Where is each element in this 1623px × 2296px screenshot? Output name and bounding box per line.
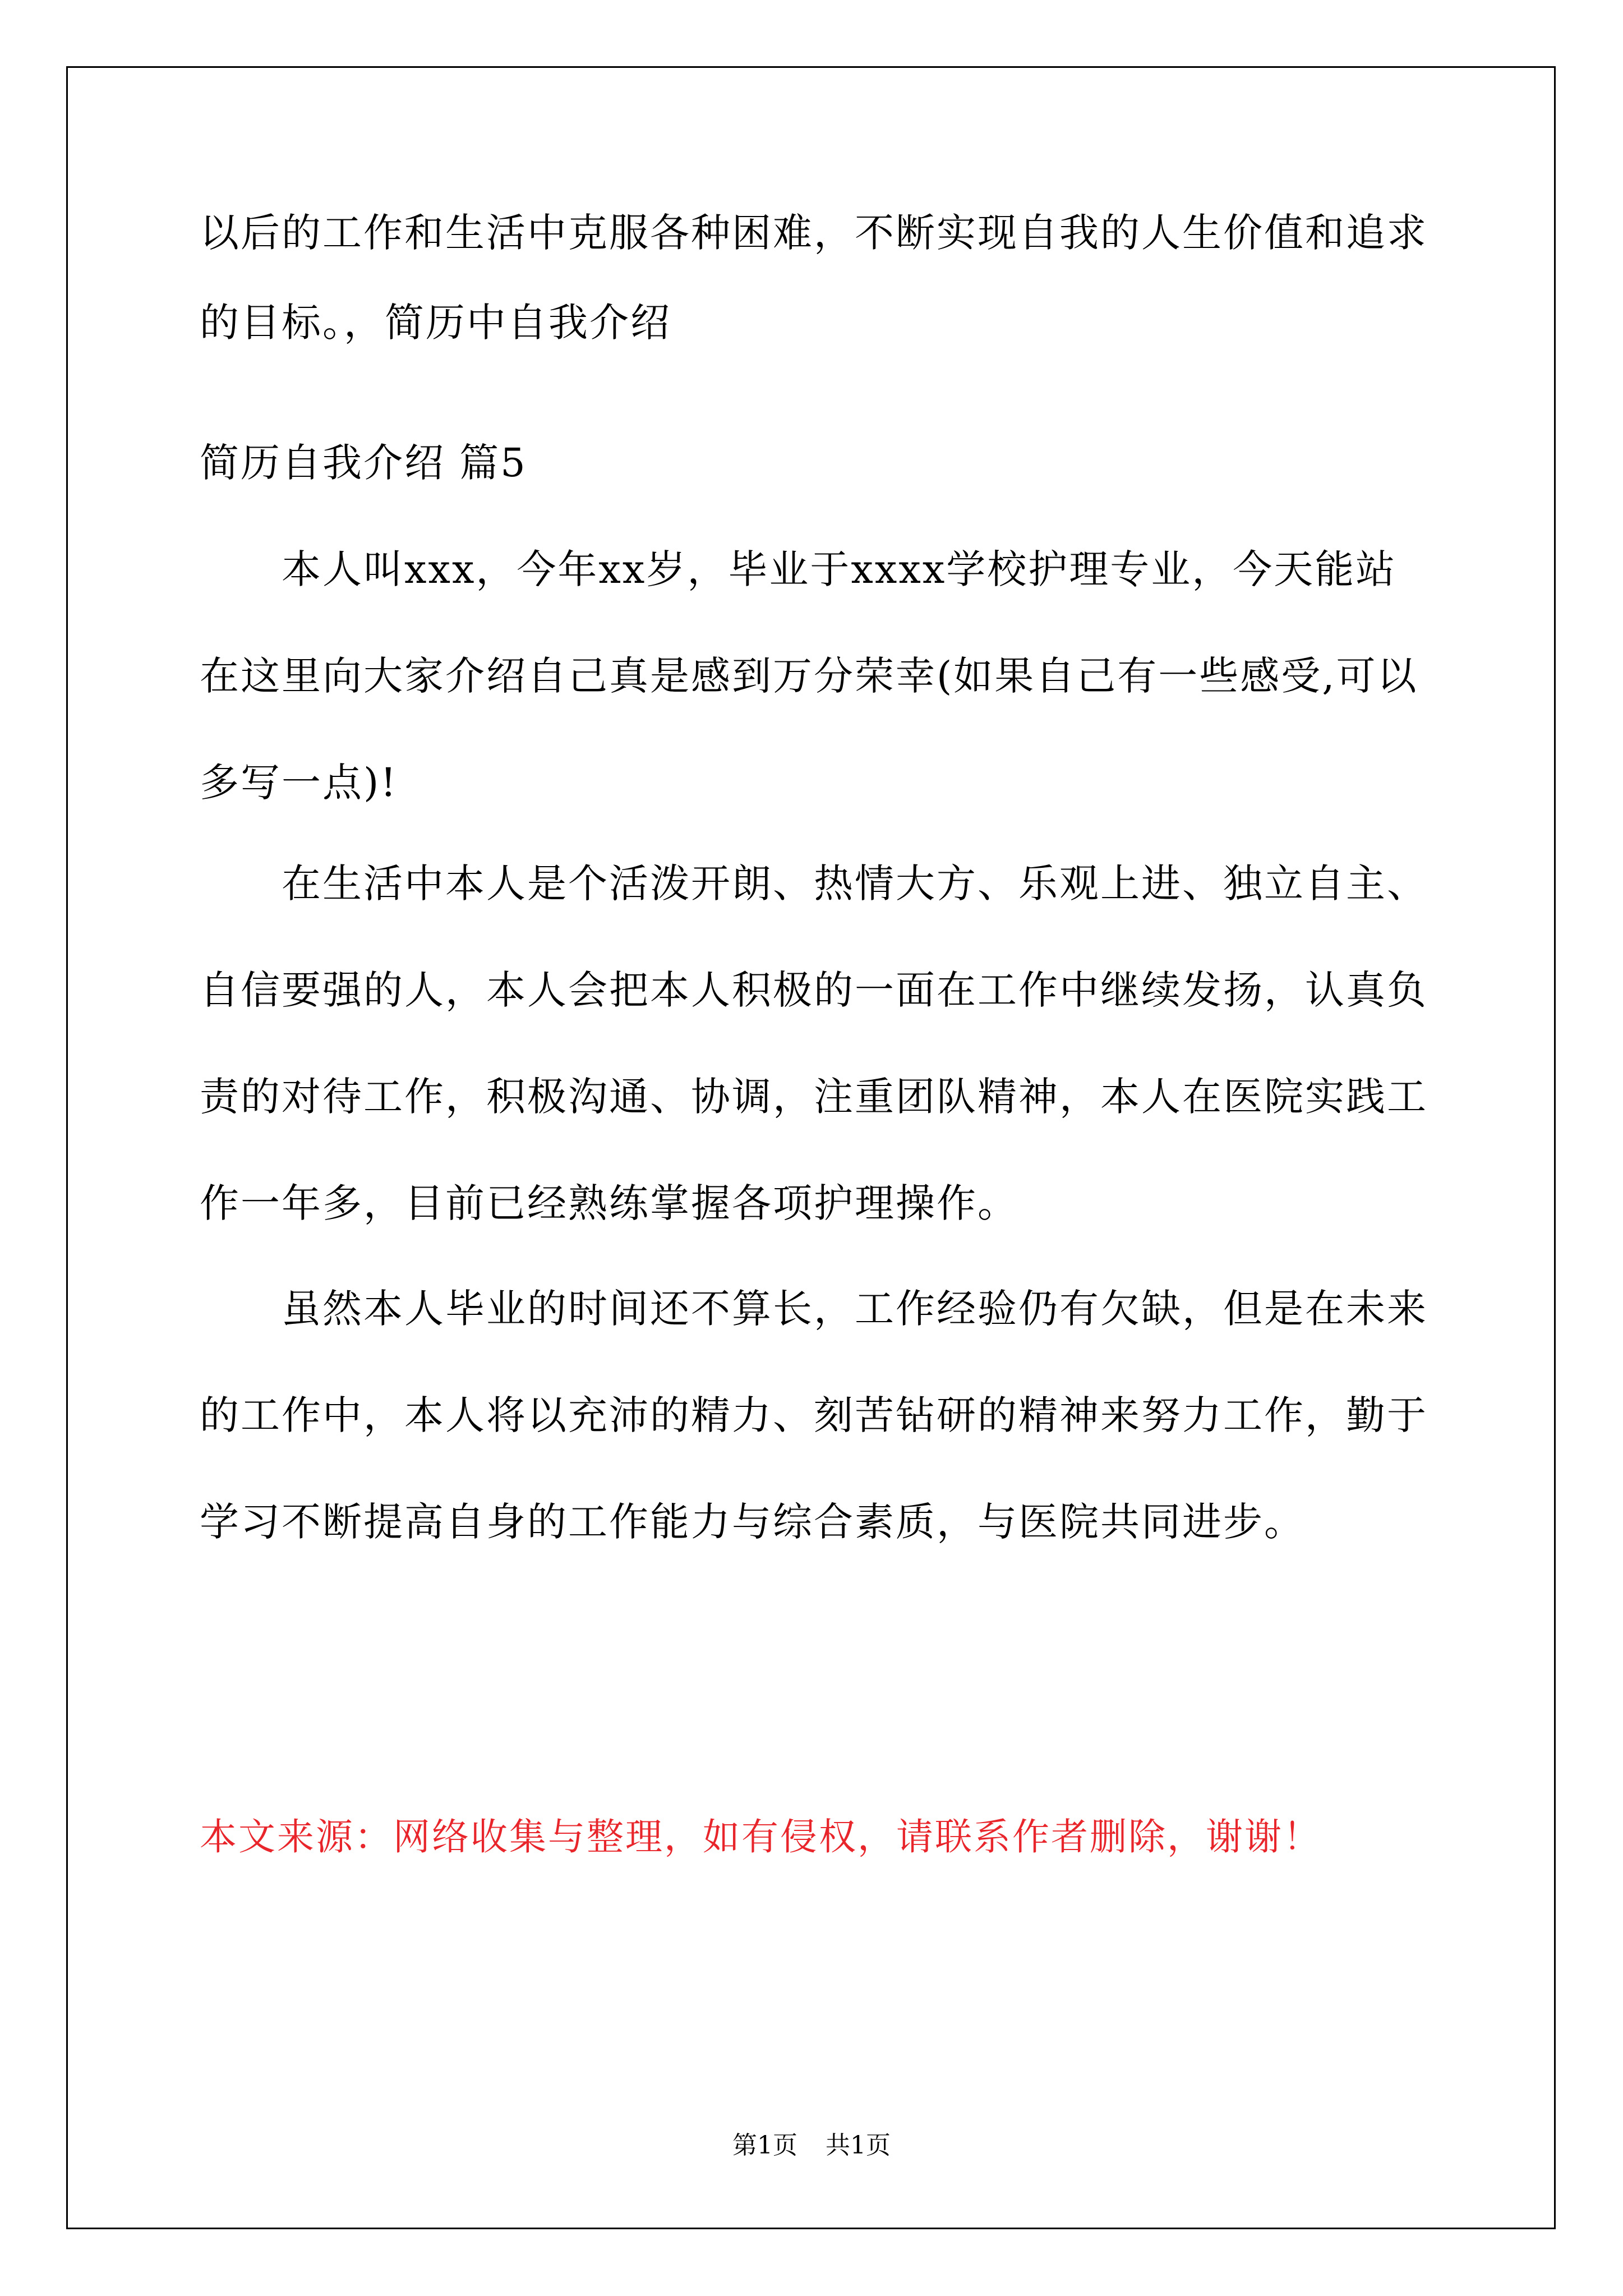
continuation-line-2: 的目标。，简历中自我介绍: [200, 300, 671, 346]
continuation-line-1: 以后的工作和生活中克服各种困难，不断实现自我的人生价值和追求: [200, 210, 1428, 256]
page-total: 共1页: [826, 2131, 891, 2160]
paragraph-future: 虽然本人毕业的时间还不算长，工作经验仍有欠缺，但是在未来的工作中，本人将以充沛的精力、刻苦钻研的精神来努力工作，勤于学习不断提高自身的工作能力与综合素质，与医院共同进步。: [200, 1286, 1428, 1545]
page-footer: [0, 2132, 1623, 2160]
paragraph-introduction: 本人叫xxx，今年xx岁，毕业于xxxx学校护理专业，今天能站在这里向大家介绍自己真是感到万分荣幸(如果自己有一些感受,可以多写一点)!: [200, 546, 1418, 806]
source-note: 本文来源：网络收集与整理，如有侵权，请联系作者删除，谢谢！: [200, 1815, 1322, 1858]
paragraph-personality: 在生活中本人是个活泼开朗、热情大方、乐观上进、独立自主、自信要强的人，本人会把本人积极的一面在工作中继续发扬，认真负责的对待工作，积极沟通、协调，注重团队精神，本人在医院实践工作一年多，目前已经熟练掌握各项护理操作。: [200, 861, 1428, 1226]
section-heading: 简历自我介绍 篇5: [200, 440, 527, 486]
page-number: 第1页: [732, 2131, 797, 2160]
